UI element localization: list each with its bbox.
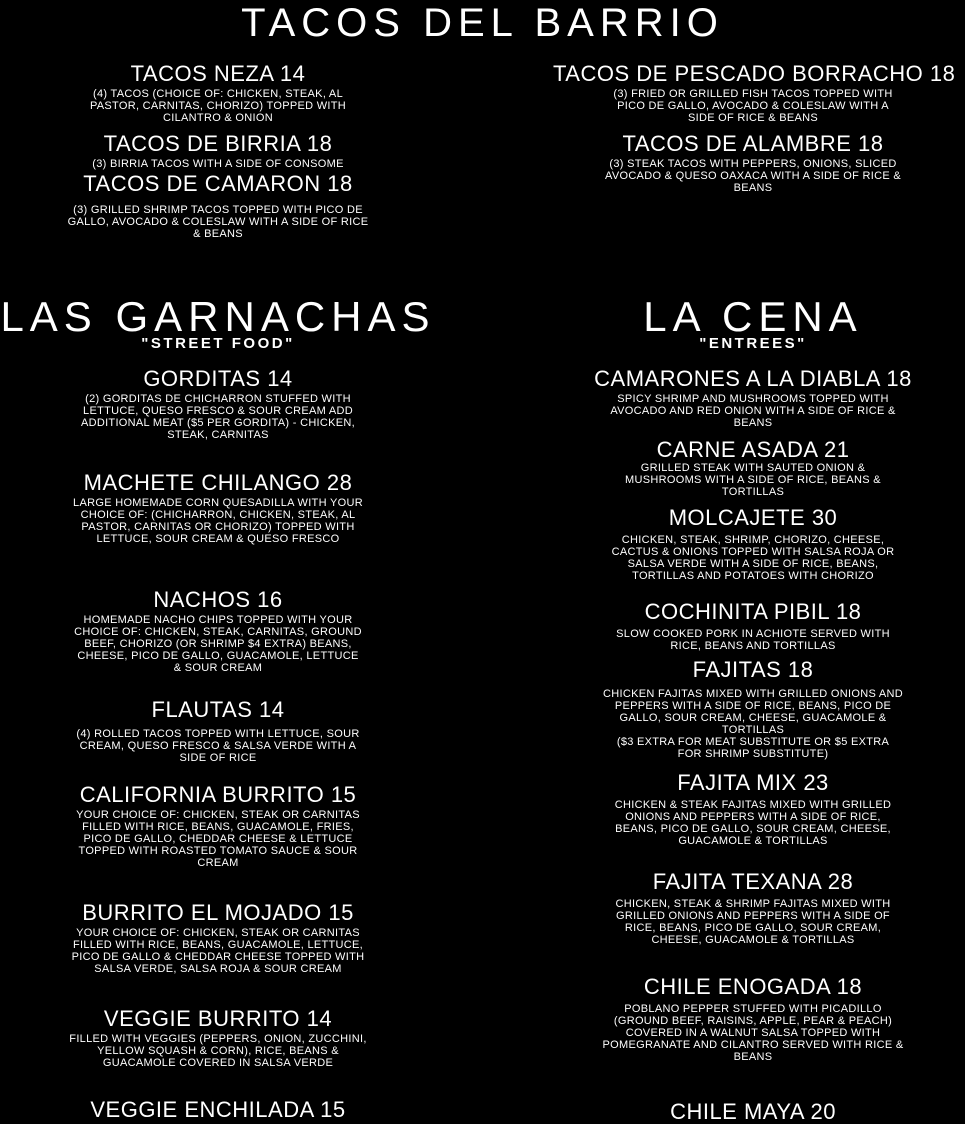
menu-item xyxy=(593,506,913,582)
menu-item xyxy=(60,1098,376,1122)
item-description: YOUR CHOICE OF: CHICKEN, STEAK OR CARNITAS FILLED WITH RICE, BEANS, GUACAMOLE, LETTUCE, PICO DE GALLO & CHEDDAR CHEESE TOPPED WITH SALSA VERDE, SALSA ROJA & SOUR CREAM xyxy=(71,927,365,975)
menu-item xyxy=(593,1100,913,1124)
item-description: HOMEMADE NACHO CHIPS TOPPED WITH YOUR CHOICE OF: CHICKEN, STEAK, CARNITAS, GROUND BEEF, CHORIZO (OR SHRIMP $4 EXTRA) BEANS, CHEESE, PICO DE GALLO, GUACAMOLE, LETTUCE & SOUR CREAM xyxy=(74,614,362,674)
section-subtitle-garnachas: "STREET FOOD" xyxy=(141,335,295,352)
menu-title: TACOS DEL BARRIO xyxy=(241,1,724,45)
item-description: FILLED WITH VEGGIES (PEPPERS, ONION, ZUCCHINI, YELLOW SQUASH & CORN), RICE, BEANS & GUACAMOLE COVERED IN SALSA VERDE xyxy=(69,1033,367,1069)
menu-item xyxy=(60,62,376,124)
menu-item xyxy=(593,975,913,1063)
item-name: TACOS DE BIRRIA 18 xyxy=(103,131,333,156)
item-name: TACOS DE CAMARON 18 xyxy=(83,171,353,196)
item-description: POBLANO PEPPER STUFFED WITH PICADILLO (GROUND BEEF, RAISINS, APPLE, PEAR & PEACH) COVERED IN A WALNUT SALSA TOPPED WITH POMEGRANATE AND CILANTRO SERVED WITH RICE & BEANS xyxy=(602,1003,904,1063)
item-name: CARNE ASADA 21 xyxy=(656,437,850,462)
section-subtitle-cena: "ENTREES" xyxy=(699,335,807,352)
item-name: MOLCAJETE 30 xyxy=(668,505,838,530)
item-description: GRILLED STEAK WITH SAUTED ONION & MUSHROOMS WITH A SIDE OF RICE, BEANS & TORTILLAS xyxy=(625,462,881,498)
item-description: YOUR CHOICE OF: CHICKEN, STEAK OR CARNITAS FILLED WITH RICE, BEANS, GUACAMOLE, FRIES, PICO DE GALLO, CHEDDAR CHEESE & LETTUCE TOPPED WITH ROASTED TOMATO SAUCE & SOUR CREAM xyxy=(76,809,360,869)
menu-item xyxy=(553,61,956,124)
item-note: ($3 EXTRA FOR MEAT SUBSTITUTE OR $5 EXTRA FOR SHRIMP SUBSTITUTE) xyxy=(616,736,890,760)
section-title-garnachas: LAS GARNACHAS xyxy=(0,293,436,340)
item-name: FAJITA MIX 23 xyxy=(677,770,829,795)
item-name: VEGGIE BURRITO 14 xyxy=(103,1006,333,1031)
item-name: FAJITAS 18 xyxy=(692,657,814,682)
item-description: SLOW COOKED PORK IN ACHIOTE SERVED WITH RICE, BEANS AND TORTILLAS xyxy=(616,628,890,652)
item-name: GORDITAS 14 xyxy=(143,366,293,391)
item-name: FLAUTAS 14 xyxy=(151,697,285,722)
item-description: CHICKEN & STEAK FAJITAS MIXED WITH GRILLED ONIONS AND PEPPERS WITH A SIDE OF RICE, BEANS, PICO DE GALLO, SOUR CREAM, CHEESE, GUACAMOLE & TORTILLAS xyxy=(614,799,892,847)
item-description: CHICKEN, STEAK, SHRIMP, CHORIZO, CHEESE, CACTUS & ONIONS TOPPED WITH SALSA ROJA OR SALSA VERDE WITH A SIDE OF RICE, BEANS, TORTILLAS AND POTATOES WITH CHORIZO xyxy=(611,534,895,582)
item-name: TACOS DE PESCADO BORRACHO 18 xyxy=(553,61,956,86)
item-description: (2) GORDITAS DE CHICHARRON STUFFED WITH LETTUCE, QUESO FRESCO & SOUR CREAM ADD ADDITIONAL MEAT ($5 PER GORDITA) - CHICKEN, STEAK, CARNITAS xyxy=(80,393,356,441)
menu-item xyxy=(60,132,376,170)
menu-item xyxy=(593,771,913,847)
menu-item xyxy=(60,901,376,975)
item-name: MACHETE CHILANGO 28 xyxy=(83,470,353,495)
item-name: CHILE ENOGADA 18 xyxy=(643,974,863,999)
item-name: CAMARONES A LA DIABLA 18 xyxy=(594,366,912,391)
menu-item xyxy=(593,600,913,652)
menu-item xyxy=(553,132,953,194)
menu-item xyxy=(60,367,376,441)
menu-item xyxy=(60,698,376,764)
menu-item xyxy=(593,438,913,498)
item-description: (3) GRILLED SHRIMP TACOS TOPPED WITH PICO DE GALLO, AVOCADO & COLESLAW WITH A SIDE OF RICE & BEANS xyxy=(67,204,369,240)
menu-item xyxy=(593,870,913,946)
item-name: CHILE MAYA 20 xyxy=(670,1099,836,1124)
item-description: CHICKEN, STEAK & SHRIMP FAJITAS MIXED WITH GRILLED ONIONS AND PEPPERS WITH A SIDE OF RICE, BEANS, PICO DE GALLO, SOUR CREAM, CHEESE, GUACAMOLE & TORTILLAS xyxy=(615,898,891,946)
item-description: (3) BIRRIA TACOS WITH A SIDE OF CONSOME xyxy=(92,158,344,170)
item-name: CALIFORNIA BURRITO 15 xyxy=(79,782,357,807)
item-name: COCHINITA PIBIL 18 xyxy=(644,599,862,624)
item-description: (4) TACOS (CHOICE OF: CHICKEN, STEAK, AL PASTOR, CARNITAS, CHORIZO) TOPPED WITH CILANTRO & ONION xyxy=(89,88,347,124)
item-description: LARGE HOMEMADE CORN QUESADILLA WITH YOUR CHOICE OF: (CHICHARRON, CHICKEN, STEAK, AL PASTOR, CARNITAS OR CHORIZO) TOPPED WITH LETTUCE, SOUR CREAM & QUESO FRESCO xyxy=(73,497,363,545)
item-description: (3) FRIED OR GRILLED FISH TACOS TOPPED WITH PICO DE GALLO, AVOCADO & COLESLAW WITH A SIDE OF RICE & BEANS xyxy=(613,88,893,124)
section-title-cena: LA CENA xyxy=(643,293,863,340)
item-name: VEGGIE ENCHILADA 15 xyxy=(90,1097,346,1122)
menu-item xyxy=(60,588,376,674)
item-description: SPICY SHRIMP AND MUSHROOMS TOPPED WITH AVOCADO AND RED ONION WITH A SIDE OF RICE & BEANS xyxy=(610,393,896,429)
menu-item xyxy=(593,658,913,760)
item-name: TACOS NEZA 14 xyxy=(130,61,306,86)
item-description: (4) ROLLED TACOS TOPPED WITH LETTUCE, SOUR CREAM, QUESO FRESCO & SALSA VERDE WITH A SIDE OF RICE xyxy=(76,728,360,764)
item-name: NACHOS 16 xyxy=(153,587,283,612)
item-name: FAJITA TEXANA 28 xyxy=(652,869,854,894)
item-name: TACOS DE ALAMBRE 18 xyxy=(622,131,884,156)
menu-item xyxy=(60,1007,376,1069)
menu-item xyxy=(60,471,376,545)
item-name: BURRITO EL MOJADO 15 xyxy=(82,900,354,925)
menu-item xyxy=(60,172,376,240)
item-description: CHICKEN FAJITAS MIXED WITH GRILLED ONIONS AND PEPPERS WITH A SIDE OF RICE, BEANS, PICO DE GALLO, SOUR CREAM, CHEESE, GUACAMOLE & TORTILLAS xyxy=(603,688,903,736)
menu-item xyxy=(60,783,376,869)
menu-item xyxy=(593,367,913,429)
item-description: (3) STEAK TACOS WITH PEPPERS, ONIONS, SLICED AVOCADO & QUESO OAXACA WITH A SIDE OF RICE & BEANS xyxy=(605,158,901,194)
